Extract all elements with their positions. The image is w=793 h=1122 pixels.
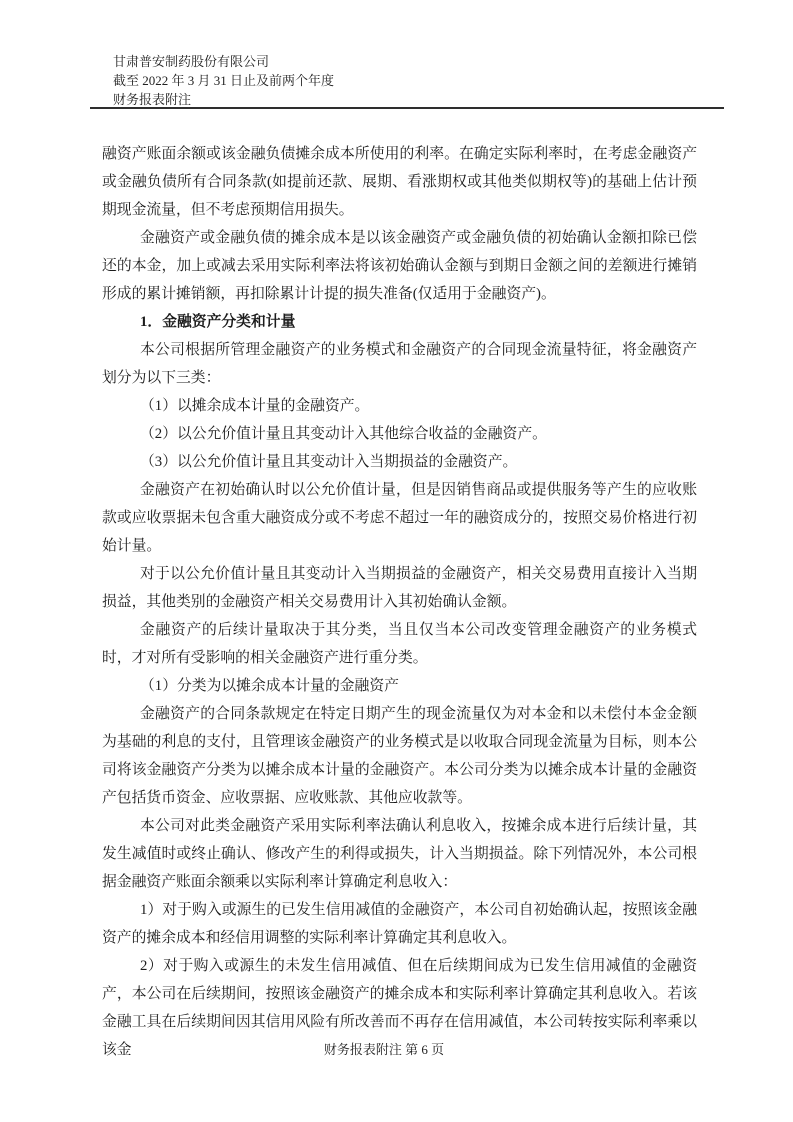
- page-footer: [0, 1041, 768, 1059]
- paragraph: 金融资产或金融负债的摊余成本是以该金融资产或金融负债的初始确认金额扣除已偿还的本金，加上或减去采用实际利率法将该初始确认金额与到期日金额之间的差额进行摊销形成的累计摊销额，再扣除累计计提的损失准备(仅适用于金融资产)。: [102, 230, 697, 302]
- paragraph: 融资产账面余额或该金融负债摊余成本所使用的利率。在确定实际利率时，在考虑金融资产或金融负债所有合同条款(如提前还款、展期、看涨期权或其他类似期权等)的基础上估计预期现金流量，但不考虑预期信用损失。: [102, 146, 697, 218]
- paragraph: 金融资产的后续计量取决于其分类，当且仅当本公司改变管理金融资产的业务模式时，才对所有受影响的相关金融资产进行重分类。: [102, 622, 697, 666]
- paragraph: 对于以公允价值计量且其变动计入当期损益的金融资产，相关交易费用直接计入当期损益，其他类别的金融资产相关交易费用计入其初始确认金额。: [102, 566, 697, 610]
- page-header: [113, 52, 334, 109]
- document-body: [102, 140, 697, 1064]
- list-item: 1）对于购入或源生的已发生信用减值的金融资产，本公司自初始确认起，按照该金融资产的摊余成本和经信用调整的实际利率计算确定其利息收入。: [102, 902, 697, 946]
- sub-heading: （1）分类为以摊余成本计量的金融资产: [140, 678, 399, 694]
- list-item: （3）以公允价值计量且其变动计入当期损益的金融资产。: [140, 454, 518, 470]
- list-item: （2）以公允价值计量且其变动计入其他综合收益的金融资产。: [140, 426, 547, 442]
- paragraph: 金融资产的合同条款规定在特定日期产生的现金流量仅为对本金和以未偿付本金金额为基础的利息的支付，且管理该金融资产的业务模式是以收取合同现金流量为目标，则本公司将该金融资产分类为以摊余成本计量的金融资产。本公司分类为以摊余成本计量的金融资产包括货币资金、应收票据、应收账款、其他应收款等。: [102, 706, 697, 806]
- page-number-label: 财务报表附注 第 6 页: [323, 1042, 445, 1057]
- header-divider: [90, 107, 724, 109]
- list-item: 2）对于购入或源生的未发生信用减值、但在后续期间成为已发生信用减值的金融资产，本公司在后续期间，按照该金融资产的摊余成本和实际利率计算确定其利息收入。若该金融工具在后续期间因其信用风险有所改善而不再存在信用减值，本公司转按实际利率乘以该金: [102, 958, 697, 1058]
- company-name: 甘肃普安制药股份有限公司: [113, 54, 270, 69]
- paragraph: 金融资产在初始确认时以公允价值计量，但是因销售商品或提供服务等产生的应收账款或应收票据未包含重大融资成分或不考虑不超过一年的融资成分的，按照交易价格进行初始计量。: [102, 482, 697, 554]
- section-heading: 1．金融资产分类和计量: [140, 314, 296, 330]
- document-title: 财务报表附注: [113, 92, 192, 107]
- paragraph: 本公司根据所管理金融资产的业务模式和金融资产的合同现金流量特征，将金融资产划分为以下三类：: [102, 342, 697, 386]
- paragraph: 本公司对此类金融资产采用实际利率法确认利息收入，按摊余成本进行后续计量，其发生减值时或终止确认、修改产生的利得或损失，计入当期损益。除下列情况外，本公司根据金融资产账面余额乘以实际利率计算确定利息收入：: [102, 818, 697, 890]
- list-item: （1）以摊余成本计量的金融资产。: [140, 398, 370, 414]
- report-period: 截至 2022 年 3 月 31 日止及前两个年度: [113, 73, 335, 88]
